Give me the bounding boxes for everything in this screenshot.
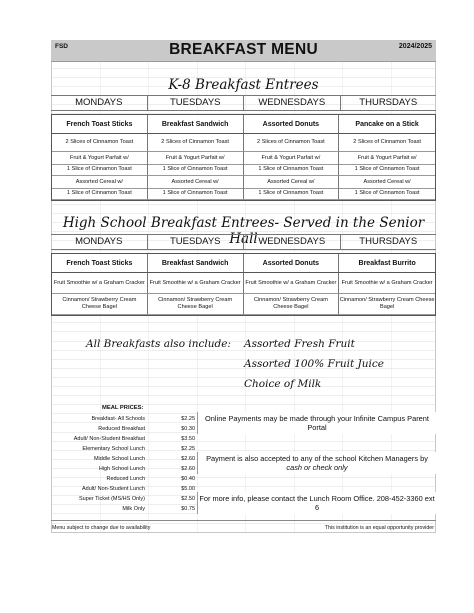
hs-day-monday: MONDAYS [51,235,148,249]
online-payment-note [197,412,436,434]
hs-option-smoothie: Fruit Smoothie w/ a Graham Cracker [244,273,340,294]
hs-option-bagel: Cinnamon/ Strawberry Cream Cheese Bagel [339,294,435,315]
price-label: Super Ticket (MS/HS Only) [78,496,145,502]
contact-note [197,492,436,514]
k8-option-cereal [339,176,435,200]
cereal-line: Assorted Cereal w/ [267,178,315,185]
k8-day-tuesday: TUESDAYS [148,96,245,110]
menu-header [51,40,436,62]
price-value: $0.30 [181,426,195,432]
k8-option-cereal [244,176,340,200]
k8-day-row [51,95,436,111]
price-value: $2.60 [181,466,195,472]
k8-option-cereal [148,176,244,200]
k8-section-title: K-8 Breakfast Entrees [168,77,319,93]
contact-text: For more info, please contact the Lunch Room Office. 208-452-3360 ext 6 [199,494,435,512]
price-value: $5.00 [181,486,195,492]
kitchen-payment-note [197,452,436,474]
k8-option-toast: 2 Slices of Cinnamon Toast [244,134,340,152]
hs-option-smoothie: Fruit Smoothie w/ a Graham Cracker [339,273,435,294]
hs-section-title: High School Breakfast Entrees- Served in the Senior Hall [62,215,425,247]
cereal-line: Assorted Cereal w/ [75,178,123,185]
hs-day-tuesday: TUESDAYS [148,235,245,249]
cereal-line: Assorted Cereal w/ [171,178,219,185]
price-label: Breakfast- All Schools [91,416,145,422]
hs-entree-wednesday: Assorted Donuts [244,254,340,273]
toast-line: 1 Slice of Cinnamon Toast [339,188,435,197]
k8-day-monday: MONDAYS [51,96,148,110]
k8-day-thursday: THURSDAYS [359,97,418,108]
price-row [51,454,197,464]
price-label: Milk Only [122,506,145,512]
hs-option-smoothie: Fruit Smoothie w/ a Graham Cracker [148,273,244,294]
hs-day-wednesday: WEDNESDAYS [244,235,341,249]
district-label: FSD [55,43,68,50]
price-label: Reduced Breakfast [98,426,145,432]
toast-line: 1 Slice of Cinnamon Toast [148,164,243,173]
include-milk: Choice of Milk [244,378,322,390]
toast-line: 1 Slice of Cinnamon Toast [52,188,147,197]
k8-option-toast: 2 Slices of Cinnamon Toast [52,134,148,152]
parfait-line: Fruit & Yogurt Parfait w/ [165,154,225,161]
price-value: $0.75 [181,506,195,512]
price-row [51,474,197,484]
hs-day-thursday: THURSDAYS [359,236,418,247]
price-value: $3.50 [181,436,195,442]
price-label: High School Lunch [98,466,145,472]
price-row [51,504,197,514]
k8-entree-tuesday: Breakfast Sandwich [148,115,244,134]
footer-equal-opportunity: This institution is an equal opportunity provider [324,525,434,531]
hs-entree-tuesday: Breakfast Sandwich [148,254,244,273]
price-row [51,494,197,504]
price-label: Adult/ Non-Student Breakfast [73,436,145,442]
price-value: $2.50 [181,496,195,502]
toast-line: 1 Slice of Cinnamon Toast [339,164,435,173]
school-year: 2024/2025 [398,43,432,50]
online-payment-text: Online Payments may be made through your Infinite Campus Parent Portal [205,414,429,432]
price-value: $0.40 [181,476,195,482]
price-value: $2.25 [181,446,195,452]
footer-divider [51,520,436,521]
price-list [51,414,197,514]
cash-check-text: cash or check only [286,463,348,472]
hs-option-bagel: Cinnamon/ Strawberry Cream Cheese Bagel [52,294,148,315]
k8-entree-monday: French Toast Sticks [52,115,148,134]
parfait-line: Fruit & Yogurt Parfait w/ [261,154,321,161]
price-label: Elementary School Lunch [82,446,145,452]
parfait-line: Fruit & Yogurt Parfait w/ [357,154,417,161]
price-row [51,434,197,444]
price-value: $2.25 [181,416,195,422]
k8-option-cereal [52,176,148,200]
toast-line: 1 Slice of Cinnamon Toast [52,164,147,173]
price-label: Reduced Lunch [106,476,145,482]
hs-option-bagel: Cinnamon/ Strawberry Cream Cheese Bagel [148,294,244,315]
include-juice: Assorted 100% Fruit Juice [244,358,384,370]
hs-menu-grid [51,253,436,316]
include-fruit: Assorted Fresh Fruit [244,338,355,350]
k8-option-toast: 2 Slices of Cinnamon Toast [148,134,244,152]
hs-entree-thursday: Breakfast Burrito [339,254,435,273]
toast-line: 1 Slice of Cinnamon Toast [148,188,243,197]
k8-option-parfait [148,152,244,176]
parfait-line: Fruit & Yogurt Parfait w/ [69,154,129,161]
k8-option-toast: 2 Slices of Cinnamon Toast [339,134,435,152]
price-label: Adult/ Non-Student Lunch [82,486,145,492]
k8-option-parfait [339,152,435,176]
hs-option-smoothie: Fruit Smoothie w/ a Graham Cracker [52,273,148,294]
hs-entree-monday: French Toast Sticks [52,254,148,273]
k8-entree-thursday: Pancake on a Stick [339,115,435,134]
includes-label: All Breakfasts also include: [86,338,231,350]
k8-option-parfait [244,152,340,176]
k8-day-wednesday: WEDNESDAYS [244,96,341,110]
price-row [51,414,197,424]
k8-option-parfait [52,152,148,176]
hs-option-bagel: Cinnamon/ Strawberry Cream Cheese Bagel [244,294,340,315]
hs-day-row [51,234,436,250]
toast-line: 1 Slice of Cinnamon Toast [244,164,339,173]
price-row [51,424,197,434]
menu-title: BREAKFAST MENU [169,41,318,58]
footer-disclaimer: Menu subject to change due to availability [52,525,151,531]
price-row [51,484,197,494]
k8-entree-wednesday: Assorted Donuts [244,115,340,134]
price-label: Middle School Lunch [93,456,145,462]
price-row [51,444,197,454]
price-row [51,464,197,474]
price-value: $2.60 [181,456,195,462]
meal-prices-heading: MEAL PRICES: [102,405,144,411]
cereal-line: Assorted Cereal w/ [363,178,411,185]
k8-menu-grid [51,114,436,201]
kitchen-payment-text: Payment is also accepted to any of the school Kitchen Managers by [206,454,428,463]
toast-line: 1 Slice of Cinnamon Toast [244,188,339,197]
